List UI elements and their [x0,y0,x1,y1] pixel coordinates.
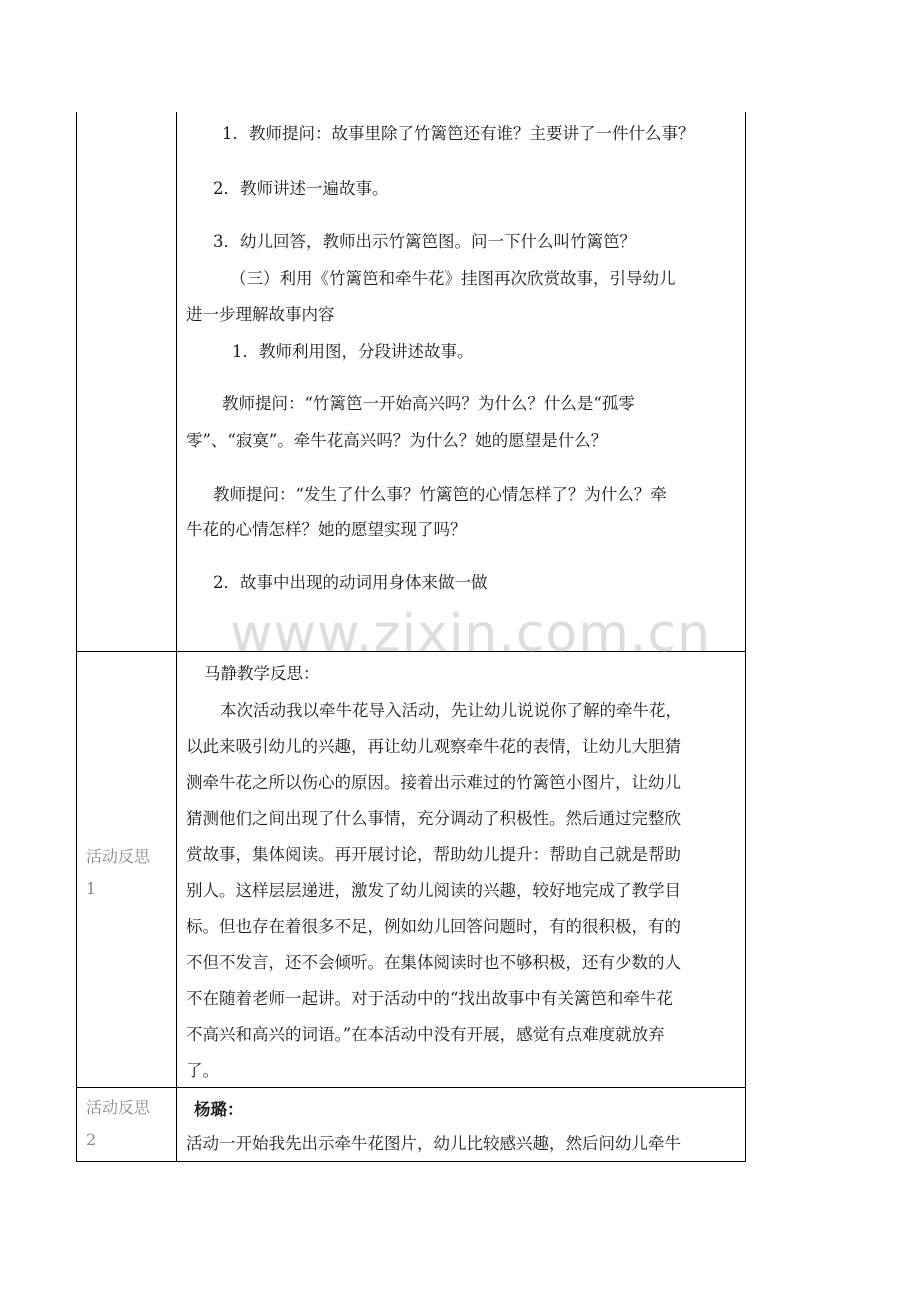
reflection-1-author: 马静教学反思： [204,664,320,683]
reflection-1-line-2: 以此来吸引幼儿的兴趣，再让幼儿观察牵牛花的表情，让幼儿大胆猜 [186,737,681,756]
process-line-6: 1．教师利用图，分段讲述故事。 [232,342,474,361]
reflection-1-line-8: 不但不发言，还不会倾听。在集体阅读时也不够积极，还有少数的人 [186,953,681,972]
reflection-1-line-11: 了。 [186,1061,219,1080]
table-bottom-border [76,1161,746,1162]
reflection-1-line-7: 标。但也存在着很多不足，例如幼儿回答问题时，有的很积极，有的 [186,917,681,936]
process-line-7: 教师提问：“竹篱笆一开始高兴吗？为什么？什么是“孤零 [222,394,635,413]
reflection-1-label [86,842,150,904]
reflection-2-label [86,1093,150,1155]
process-line-9: 教师提问：“发生了什么事？竹篱笆的心情怎样了？为什么？牵 [213,485,667,504]
reflection-2-line-1: 活动一开始我先出示牵牛花图片，幼儿比较感兴趣，然后问幼儿牵牛 [186,1134,681,1153]
reflection-1-label-number: 1 [86,879,97,898]
reflection-1-line-5: 赏故事，集体阅读。再开展讨论，帮助幼儿提升：帮助自己就是帮助 [186,845,681,864]
table-right-border [745,112,746,1162]
table-left-border [76,112,77,1162]
process-line-11: 2．故事中出现的动词用身体来做一做 [213,573,488,592]
process-line-1: 1．教师提问：故事里除了竹篱笆还有谁？主要讲了一件什么事？ [222,124,695,143]
process-line-2: 2．教师讲述一遍故事。 [213,179,389,198]
reflection-1-line-3: 测牵牛花之所以伤心的原因。接着出示难过的竹篱笆小图片，让幼儿 [186,773,681,792]
process-line-10: 牛花的心情怎样？她的愿望实现了吗？ [186,520,467,539]
reflection-1-line-10: 不高兴和高兴的词语。”在本活动中没有开展，感觉有点难度就放弃 [186,1025,665,1044]
process-line-3: 3．幼儿回答，教师出示竹篱笆图。问一下什么叫竹篱笆？ [213,232,636,251]
process-line-8: 零”、“寂寞”。牵牛花高兴吗？为什么？她的愿望是什么？ [186,431,608,450]
reflection-1-line-4: 猜测他们之间出现了什么事情，充分调动了积极性。然后通过完整欣 [186,809,681,828]
reflection-1-label-text: 活动反思 [86,847,151,866]
reflection-2-label-number: 2 [86,1130,97,1149]
process-line-4: （三）利用《竹篱笆和牵牛花》挂图再次欣赏故事，引导幼儿 [230,269,676,288]
table-divider-vertical [176,112,177,1162]
watermark: www.zixin.com.cn [230,604,711,664]
process-line-5: 进一步理解故事内容 [186,305,335,324]
row-divider-2 [76,1087,746,1088]
reflection-2-label-text: 活动反思 [86,1098,151,1117]
reflection-2-author: 杨璐： [194,1100,244,1119]
reflection-1-line-9: 不在随着老师一起讲。对于活动中的“找出故事中有关篱笆和牵牛花 [186,989,673,1008]
reflection-1-line-1: 本次活动我以牵牛花导入活动，先让幼儿说说你了解的牵牛花， [220,701,682,720]
reflection-1-line-6: 别人。这样层层递进，激发了幼儿阅读的兴趣，较好地完成了教学目 [186,881,681,900]
